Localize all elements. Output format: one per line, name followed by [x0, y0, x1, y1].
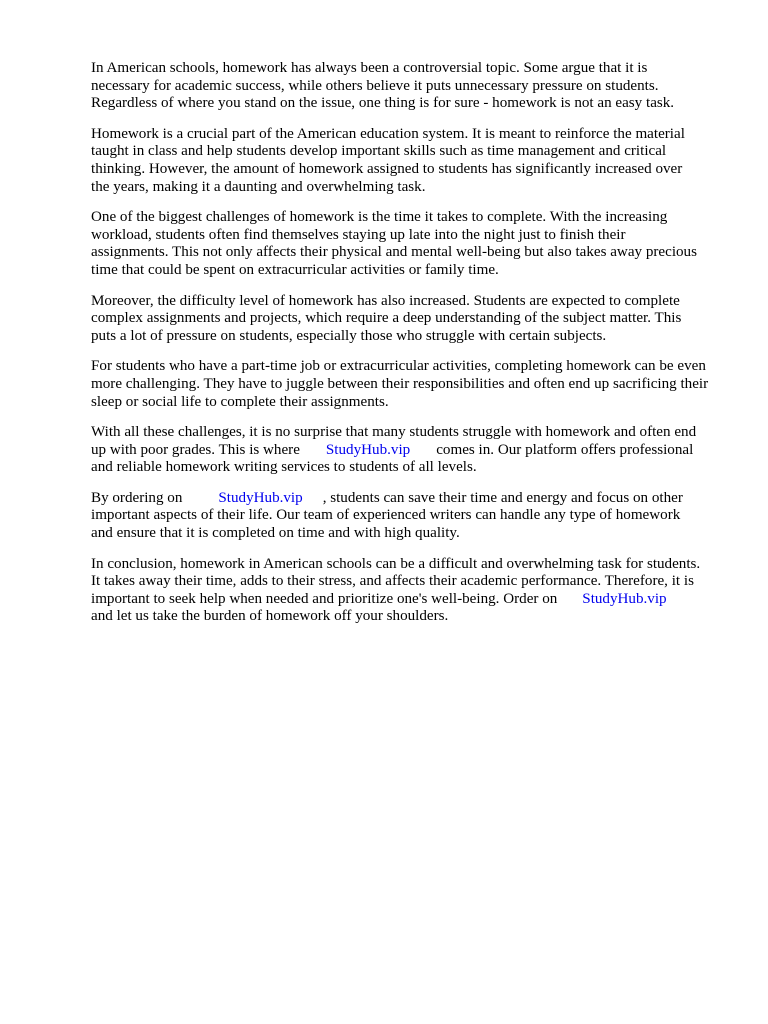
text-line: time that could be spent on extracurricular activities or family time.	[91, 261, 499, 278]
text-line: puts a lot of pressure on students, especially those who struggle with certain subjects.	[91, 327, 607, 344]
text-line: complex assignments and projects, which require a deep understanding of the subject matter. This	[91, 310, 682, 327]
text-line: workload, students often find themselves staying up late into the night just to finish their	[91, 226, 626, 243]
document-page	[91, 60, 731, 639]
text-line: One of the biggest challenges of homework is the time it takes to complete. With the increasing	[91, 209, 668, 226]
text-line: Moreover, the difficulty level of homework has also increased. Students are expected to complete	[91, 292, 680, 309]
paragraph-time-challenge	[91, 209, 731, 279]
text-line: taught in class and help students develop important skills such as time management and critical	[91, 143, 667, 160]
text-line: In American schools, homework has always been a controversial topic. Some argue that it is	[91, 60, 648, 76]
text-line: In conclusion, homework in American schools can be a difficult and overwhelming task for students.	[91, 555, 701, 572]
text-fragment: important to seek help when needed and prioritize one's well-being. Order on	[91, 590, 558, 607]
studyhub-link[interactable]: StudyHub.vip	[218, 489, 303, 506]
text-line: more challenging. They have to juggle between their responsibilities and often end up sacrificing their	[91, 375, 709, 392]
text-line: sleep or social life to complete their assignments.	[91, 393, 389, 410]
paragraph-conclusion	[91, 556, 731, 626]
text-fragment: By ordering on	[91, 489, 183, 506]
text-line: important aspects of their life. Our team of experienced writers can handle any type of homework	[91, 507, 681, 524]
text-fragment: , students can save their time and energy and focus on other	[322, 489, 683, 506]
text-line-with-link	[91, 490, 731, 508]
text-fragment: comes in. Our platform offers professional	[436, 441, 694, 458]
paragraph-ordering	[91, 490, 731, 543]
text-line: With all these challenges, it is no surprise that many students struggle with homework and often end	[91, 424, 697, 441]
text-line: the years, making it a daunting and overwhelming task.	[91, 178, 426, 195]
paragraph-part-time	[91, 358, 731, 411]
paragraph-difficulty	[91, 293, 731, 346]
studyhub-link[interactable]: StudyHub.vip	[325, 441, 411, 458]
paragraph-poor-grades	[91, 424, 731, 477]
paragraph-importance	[91, 126, 731, 196]
text-line: necessary for academic success, while others believe it puts unnecessary pressure on students.	[91, 77, 659, 94]
text-line: Homework is a crucial part of the American education system. It is meant to reinforce the material	[91, 125, 685, 142]
text-line: and let us take the burden of homework off your shoulders.	[91, 608, 449, 625]
text-line: and reliable homework writing services to students of all levels.	[91, 459, 477, 476]
text-line: It takes away their time, adds to their stress, and affects their academic performance. Therefore, it is	[91, 573, 694, 590]
text-line: Regardless of where you stand on the issue, one thing is for sure - homework is not an easy task.	[91, 95, 675, 112]
text-line: thinking. However, the amount of homework assigned to students has significantly increased over	[91, 160, 683, 177]
text-line-with-link	[91, 591, 731, 609]
text-line: and ensure that it is completed on time and with high quality.	[91, 525, 460, 542]
text-fragment: up with poor grades. This is where	[91, 441, 300, 458]
text-line: For students who have a part-time job or extracurricular activities, completing homework can be even	[91, 358, 706, 375]
paragraph-intro	[91, 60, 731, 113]
text-line-with-link	[91, 442, 731, 460]
text-line: assignments. This not only affects their physical and mental well-being but also takes away precious	[91, 244, 697, 261]
studyhub-link[interactable]: StudyHub.vip	[582, 590, 667, 607]
